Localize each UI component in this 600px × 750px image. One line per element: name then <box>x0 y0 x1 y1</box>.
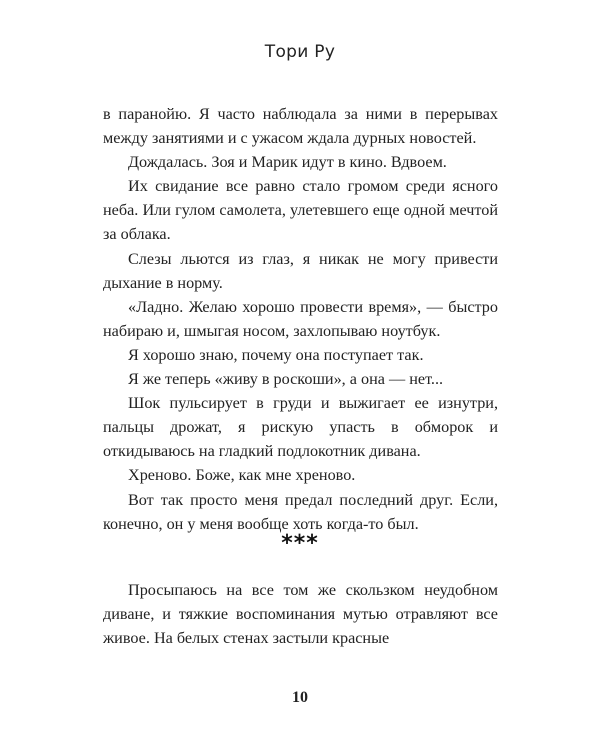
paragraph: «Ладно. Желаю хорошо провести время», — быстро набираю и, шмыгая носом, захлопываю ноутбук. <box>103 297 498 340</box>
section-separator: *** <box>281 531 319 556</box>
paragraph: Просыпаюсь на все том же скользком неудобном диване, и тяжкие воспоминания мутью отравляют все живое. На белых стенах застыли красные <box>103 581 498 648</box>
paragraph: Слезы льются из глаз, я никак не могу привести дыхание в норму. <box>103 249 498 292</box>
paragraph: Вот так просто меня предал последний друг. Если, конечно, он у меня вообще хоть когда-то был. <box>103 490 498 533</box>
paragraph: Я же теперь «живу в роскоши», а она — нет... <box>128 370 444 389</box>
paragraph: Я хорошо знаю, почему она поступает так. <box>128 345 424 364</box>
text-section-1 <box>103 102 498 536</box>
paragraph: в паранойю. Я часто наблюдала за ними в перерывах между занятиями и с ужасом ждала дурных новостей. <box>103 105 498 148</box>
running-head-author: Тори Ру <box>264 42 336 62</box>
paragraph: Их свидание все равно стало громом среди ясного неба. Или гулом самолета, улетевшего еще одной мечтой за облака. <box>103 177 498 244</box>
text-section-2 <box>103 578 498 650</box>
page-number: 10 <box>292 689 308 706</box>
paragraph: Хреново. Боже, как мне хреново. <box>128 466 356 485</box>
paragraph: Дождалась. Зоя и Марик идут в кино. Вдвоем. <box>128 153 447 172</box>
paragraph: Шок пульсирует в груди и выжигает ее изнутри, пальцы дрожат, я рискую упасть в обморок и откидываюсь на гладкий подлокотник дивана. <box>103 394 498 461</box>
